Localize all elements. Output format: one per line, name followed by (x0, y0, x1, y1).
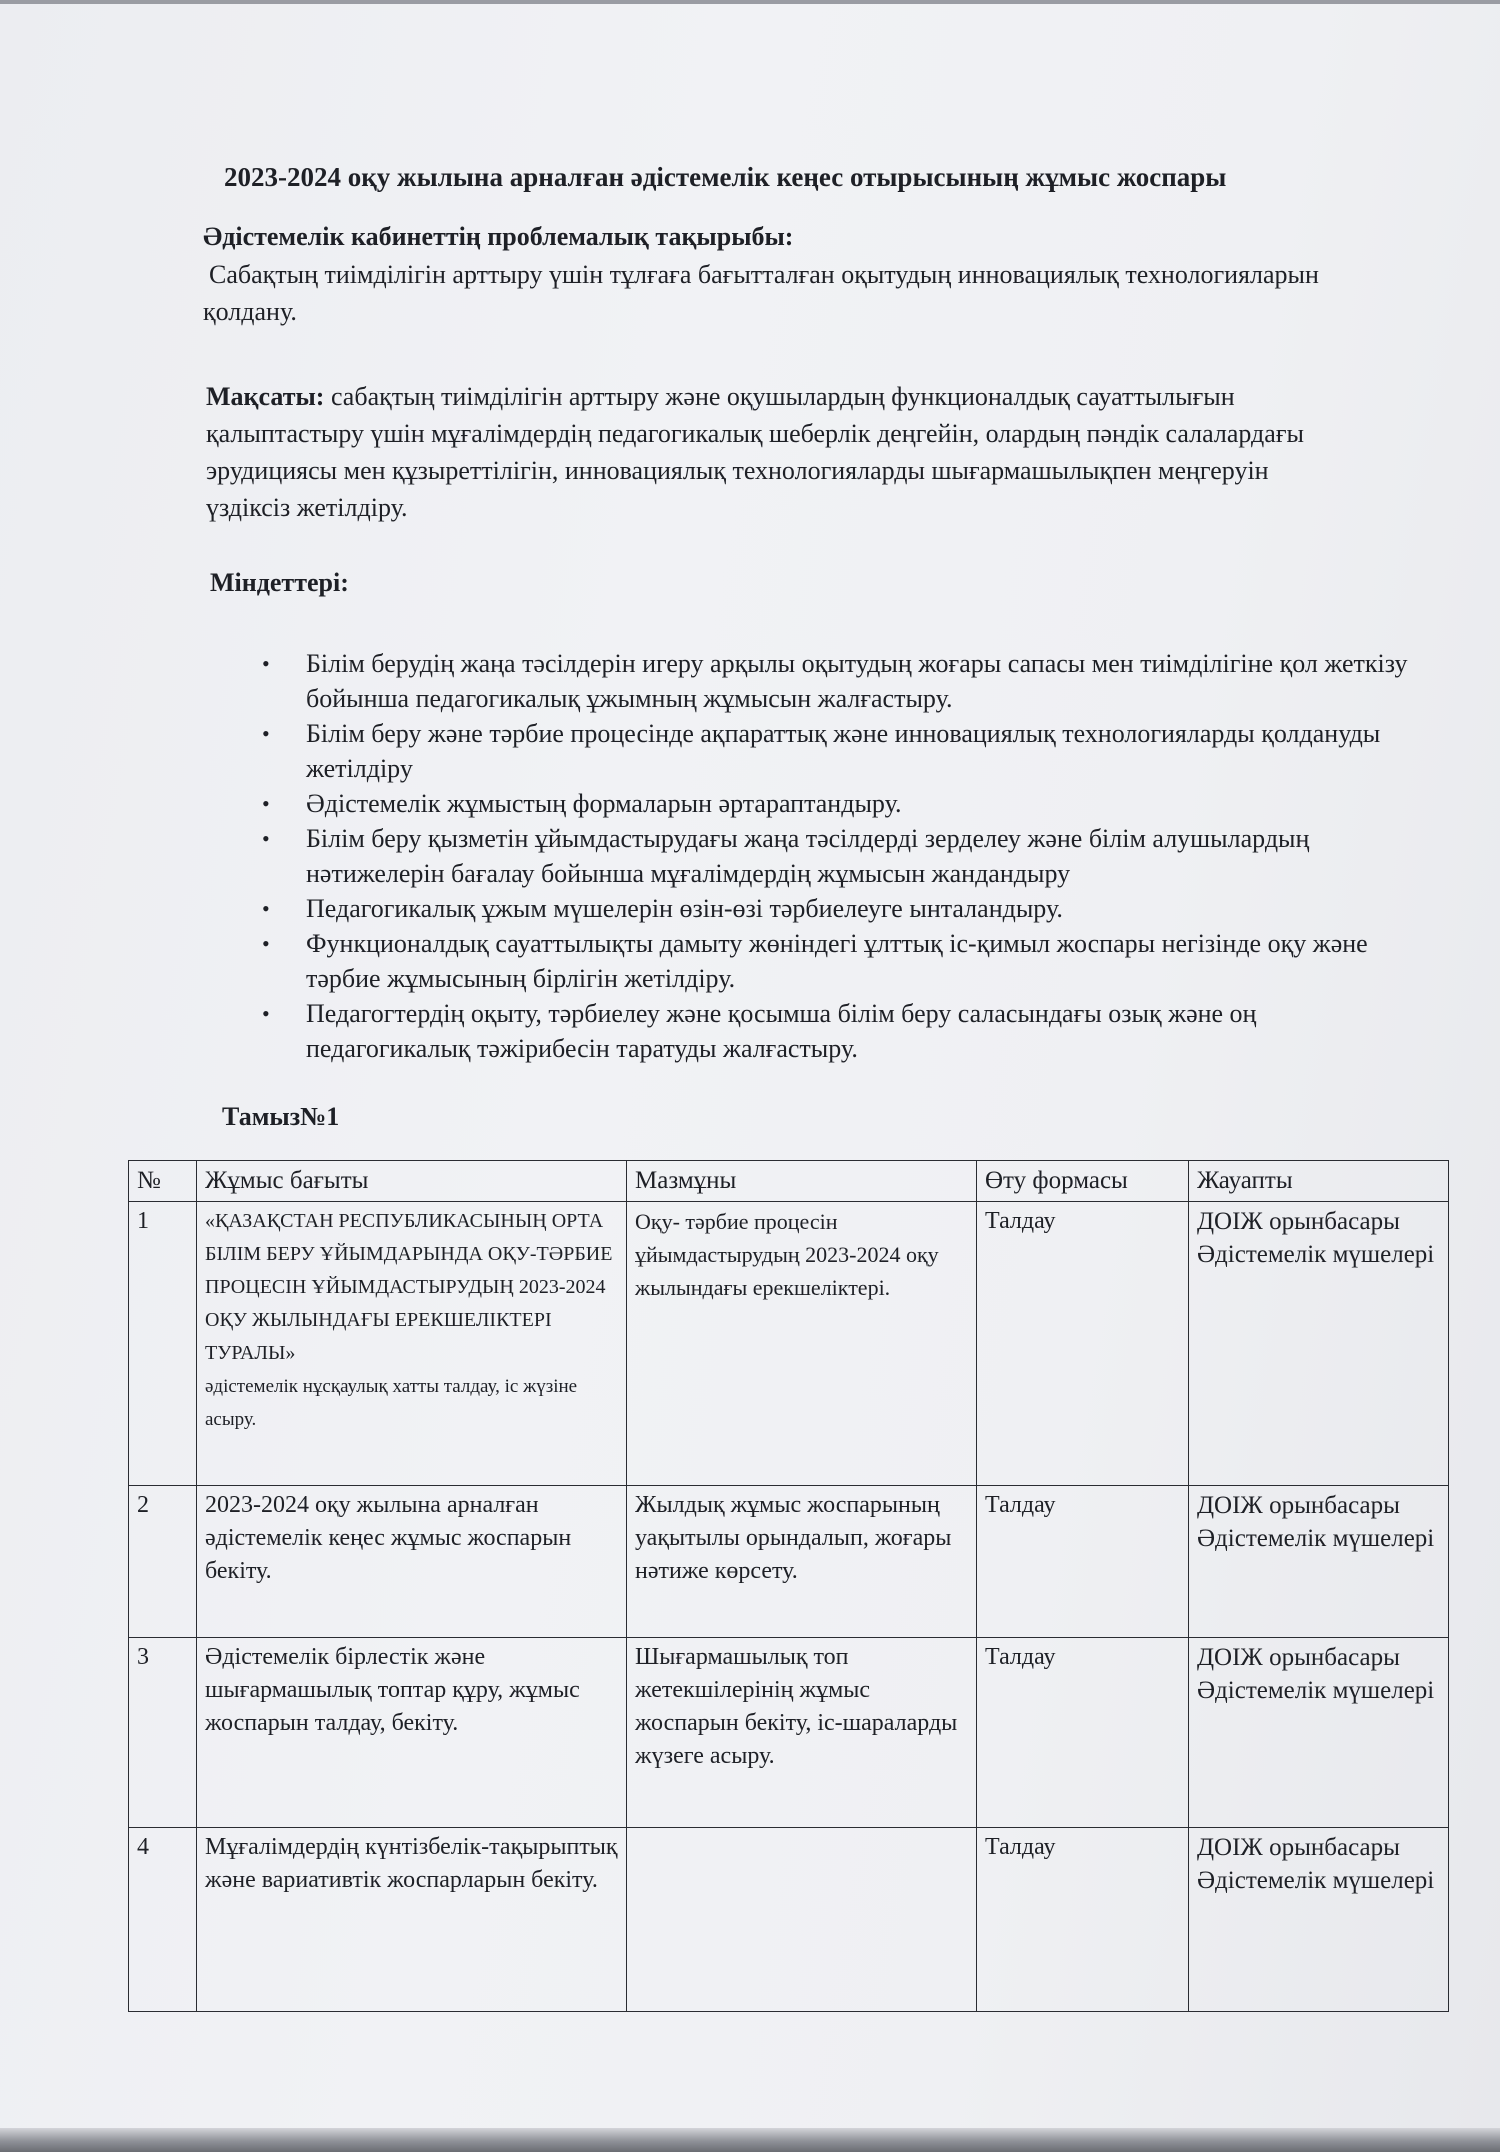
bullet-icon: • (262, 1001, 270, 1026)
task-text: Білім беру және тәрбие процесінде ақпараттық және инновациялық технологияларды қолдануды жетілдіру (306, 719, 1381, 783)
row-responsible (1189, 1828, 1449, 2012)
row-content: Оқу- тәрбие процесін ұйымдастырудың 2023-2024 оқу жылындағы ерекшеліктері. (627, 1202, 977, 1486)
responsible-line: Әдістемелік мүшелері (1197, 1677, 1435, 1704)
row-direction: Әдістемелік бірлестік және шығармашылық топтар құру, жұмыс жоспарын талдау, бекіту. (197, 1638, 627, 1828)
list-item (260, 821, 1410, 891)
paper-edge-top (0, 0, 1500, 4)
row-number: 3 (129, 1638, 197, 1828)
task-text: Функционалдық сауаттылықты дамыту жөніндегі ұлттық іс-қимыл жоспары негізінде оқу және тәрбие жұмысының бірлігін жетілдіру. (306, 929, 1368, 993)
list-item (260, 716, 1410, 786)
bullet-icon: • (262, 721, 270, 746)
list-item (260, 926, 1410, 996)
row-number: 2 (129, 1486, 197, 1638)
bullet-icon: • (262, 791, 270, 816)
responsible-line: ДОІЖ орынбасары (1197, 1208, 1400, 1235)
list-item (260, 891, 1410, 926)
month-label: Тамыз№1 (222, 1102, 340, 1131)
table-row (129, 1828, 1449, 2012)
table-row (129, 1486, 1449, 1638)
task-text: Педагогтердің оқыту, тәрбиелеу және қосымша білім беру саласындағы озық және оң педагогикалық тәжірибесін таратуды жалғастыру. (306, 999, 1257, 1063)
task-text: Білім беру қызметін ұйымдастырудағы жаңа тәсілдерді зерделеу және білім алушылардың нәтижелерін бағалау бойынша мұғалімдердің жұмысын жандандыру (306, 824, 1310, 888)
task-text: Білім берудің жаңа тәсілдерін игеру арқылы оқытудың жоғары сапасы мен тиімділігіне қол жеткізу бойынша педагогикалық ұжымның жұмысын жалғастыру. (306, 649, 1408, 713)
task-text: Педагогикалық ұжым мүшелерін өзін-өзі тәрбиелеуге ынталандыру. (306, 894, 1063, 923)
header-direction: Жұмыс бағыты (197, 1161, 627, 1202)
document-title: 2023-2024 оқу жылына арналған әдістемелік кеңес отырысының жұмыс жоспары (224, 162, 1227, 192)
header-responsible: Жауапты (1189, 1161, 1449, 1202)
table-row (129, 1638, 1449, 1828)
paper-edge-bottom (0, 2128, 1500, 2152)
row-content: Жылдық жұмыс жоспарының уақытылы орындалып, жоғары нәтиже көрсету. (627, 1486, 977, 1638)
plan-table (128, 1160, 1449, 2012)
responsible-line: ДОІЖ орынбасары (1197, 1492, 1400, 1519)
row-number: 1 (129, 1202, 197, 1486)
row-direction: 2023-2024 оқу жылына арналған әдістемелік кеңес жұмыс жоспарын бекіту. (197, 1486, 627, 1638)
table-header-row (129, 1161, 1449, 1202)
responsible-line: Әдістемелік мүшелері (1197, 1241, 1435, 1268)
row-form: Талдау (977, 1638, 1189, 1828)
row-form: Талдау (977, 1202, 1189, 1486)
goal-text: сабақтың тиімділігін арттыру және оқушылардың функционалдық сауаттылығын қалыптастыру үшін мұғалімдердің педагогикалық шеберлік деңгейін, олардың пәндік салалардағы эрудициясы мен құзыреттілігін, инновациялық технологияларды шығармашылықпен меңгеруін үздіксіз жетілдіру. (206, 382, 1304, 522)
responsible-line: ДОІЖ орынбасары (1197, 1834, 1400, 1861)
bullet-icon: • (262, 896, 270, 921)
header-form: Өту формасы (977, 1161, 1189, 1202)
row-content (627, 1828, 977, 2012)
list-item (260, 786, 1410, 821)
responsible-line: ДОІЖ орынбасары (1197, 1644, 1400, 1671)
goal-label: Мақсаты: (206, 382, 325, 411)
tasks-list (260, 646, 1410, 1066)
table-row (129, 1202, 1449, 1486)
row-content: Шығармашылық топ жетекшілерінің жұмыс жоспарын бекіту, іс-шараларды жүзеге асыру. (627, 1638, 977, 1828)
responsible-line: Әдістемелік мүшелері (1197, 1525, 1435, 1552)
direction-text: «ҚАЗАҚСТАН РЕСПУБЛИКАСЫНЫҢ ОРТА БІЛІМ БЕРУ ҰЙЫМДАРЫНДА ОҚУ-ТӘРБИЕ ПРОЦЕСІН ҰЙЫМДАСТЫРУДЫҢ 2023-2024 ОҚУ ЖЫЛЫНДАҒЫ ЕРЕКШЕЛІКТЕРІ ТУРАЛЫ» (205, 1210, 613, 1364)
header-num: № (129, 1161, 197, 1202)
list-item (260, 646, 1410, 716)
header-content: Мазмұны (627, 1161, 977, 1202)
responsible-line: Әдістемелік мүшелері (1197, 1867, 1435, 1894)
row-direction: Мұғалімдердің күнтізбелік-тақырыптық және вариативтік жоспарларын бекіту. (197, 1828, 627, 2012)
direction-tail: әдістемелік нұсқаулық хатты талдау, іс жүзіне асыру. (205, 1376, 578, 1430)
row-responsible (1189, 1486, 1449, 1638)
row-form: Талдау (977, 1486, 1189, 1638)
problem-heading: Әдістемелік кабинеттің проблемалық тақырыбы: (203, 222, 794, 251)
bullet-icon: • (262, 826, 270, 851)
row-number: 4 (129, 1828, 197, 2012)
row-form: Талдау (977, 1828, 1189, 2012)
bullet-icon: • (262, 651, 270, 676)
goal-paragraph (206, 378, 1346, 526)
row-responsible (1189, 1202, 1449, 1486)
list-item (260, 996, 1410, 1066)
row-direction (197, 1202, 627, 1486)
problem-text: Сабақтың тиімділігін арттыру үшін тұлғаға бағытталған оқытудың инновациялық технологияларын қолдану. (203, 260, 1319, 326)
row-responsible (1189, 1638, 1449, 1828)
task-text: Әдістемелік жұмыстың формаларын әртараптандыру. (306, 789, 902, 818)
tasks-heading: Міндеттері: (210, 568, 349, 597)
bullet-icon: • (262, 931, 270, 956)
